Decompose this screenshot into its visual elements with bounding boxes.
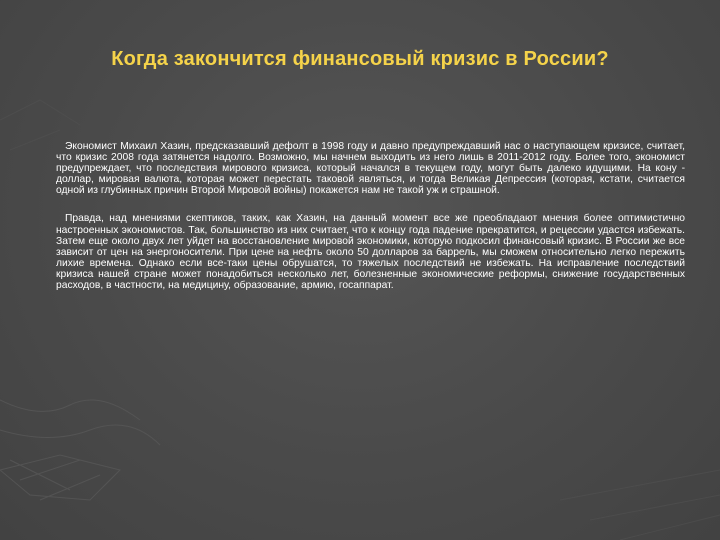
slide-title: Когда закончится финансовый кризис в России? [111,48,609,70]
slide-body [56,141,685,291]
paragraph-1: Экономист Михаил Хазин, предсказавший дефолт в 1998 году и давно предупреждавший нас о наступающем кризисе, считает, что кризис 2008 года затянется надолго. Возможно, мы начнем выходить из него лишь в 2011-2012 году. Более того, экономист предупреждает, что последствия мирового кризиса, который начался в текущем году, могут быть далеко идущими. На кону - доллар, мировая валюта, которая может перестать таковой являться, и тогда Великая Депрессия (которая, кстати, считается одной из глубинных причин Второй Мировой войны) покажется нам не такой уж и страшной. [56,141,685,197]
paragraph-2: Правда, над мнениями скептиков, таких, как Хазин, на данный момент все же преобладают мнения более оптимистично настроенных экономистов. Так, большинство из них считает, что к концу года падение прекратится, и рецессии удастся избежать. Затем еще около двух лет уйдет на восстановление мировой экономики, которую подкосил финансовый кризис. В России же все зависит от цен на энергоносители. При цене на нефть около 50 долларов за баррель, мы сможем относительно легко пережить лихие времена. Однако если все-таки цены обрушатся, то тяжелых последствий не избежать. На исправление последствий кризиса нашей стране может понадобиться несколько лет, болезненные экономические реформы, снижение государственных расходов, в частности, на медицину, образование, армию, госаппарат. [56,213,685,292]
